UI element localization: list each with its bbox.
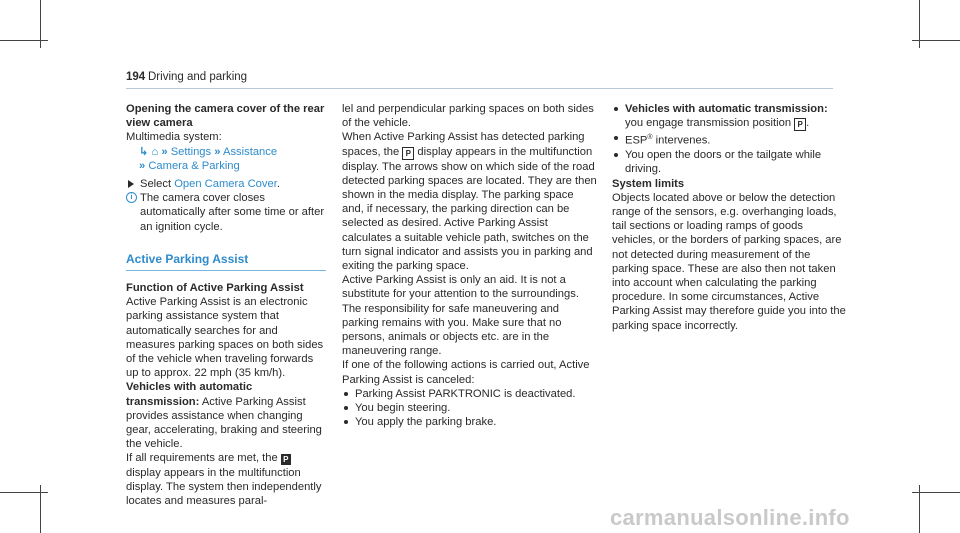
crop-mark [912, 492, 960, 493]
return-arrow-icon: ↳ [139, 145, 149, 158]
parking-icon: P [281, 454, 291, 465]
cancel-bullet: You apply the parking brake. [342, 415, 597, 429]
detected-paragraph [342, 130, 597, 273]
parking-arrows-icon: P [402, 147, 414, 160]
cancel-bullet: You begin steering. [342, 401, 597, 415]
detected-text-a: When Active Parking Assist has detected parking spaces, the [342, 131, 585, 158]
chevron-icon: » [214, 145, 221, 158]
column-1 [126, 102, 326, 508]
section-divider [126, 270, 326, 271]
park-position-icon: P [794, 118, 806, 131]
crop-mark [912, 40, 960, 41]
cancel-bullet [612, 102, 848, 131]
page-number: 194 [126, 71, 146, 83]
requirements-paragraph [126, 451, 326, 508]
path-settings[interactable]: Settings [170, 145, 212, 158]
cancel-bullet: You open the doors or the tailgate while driving. [612, 148, 848, 176]
intervenes-text: intervenes. [652, 134, 711, 147]
transmission-paragraph [126, 380, 326, 451]
step-prefix: Select [140, 178, 175, 191]
home-icon[interactable]: ⌂ [151, 145, 159, 158]
camera-cover-heading: Opening the camera cover of the rear view camera [126, 103, 325, 130]
multimedia-label: Multimedia system: [126, 131, 222, 144]
requirements-text-b: display appears in the multifunction display. The system then independently locates and measures paral- [126, 466, 322, 508]
requirements-text-a: If all requirements are met, the [126, 452, 281, 465]
bullet-text-b: . [806, 117, 810, 130]
menu-path [126, 145, 326, 159]
transmission-bold: Vehicles with automatic transmission: [126, 381, 253, 408]
watermark: carmanualsonline.info [610, 505, 850, 530]
cancel-bullet: Parking Assist PARKTRONIC is deactivated. [342, 387, 597, 401]
chevron-icon: » [139, 159, 146, 172]
system-limits-heading: System limits [612, 177, 685, 190]
bullet-text-a: you engage transmission position [625, 117, 795, 130]
open-camera-cover-link[interactable]: Open Camera Cover [174, 178, 277, 191]
column-2 [342, 102, 597, 429]
aid-paragraph: Active Parking Assist is only an aid. It is not a substitute for your attention to the surroundings. The responsibility for safe maneuvering and parking remains with you. Make sure that no persons, animals or objects etc. are in the maneuvering range. [342, 274, 579, 358]
menu-path-2 [126, 159, 326, 173]
info-icon: i [126, 192, 137, 203]
system-limits-text: Objects located above or below the detection range of the sensors, e.g. overhanging loads, tail sections or loading ramps of goods vehicles, or the borders of parking spaces, are not detected during measurement of the parking space. These are also then not taken into account when calculating the parking procedure. In some circumstances, Active Parking Assist may therefore guide you into the parking space incorrectly. [612, 191, 846, 332]
active-parking-assist-title: Active Parking Assist [126, 251, 249, 266]
section-title: Driving and parking [148, 71, 248, 83]
crop-mark [0, 492, 48, 493]
registered-mark: ® [647, 134, 653, 142]
column-3 [612, 102, 848, 333]
cancel-bullet [612, 131, 848, 148]
continuation-paragraph: lel and perpendicular parking spaces on both sides of the vehicle. [342, 103, 594, 130]
function-paragraph: Active Parking Assist is an electronic parking assistance system that automatically searches for and measures parking spaces on both sides of the vehicle when traveling forwards up to approx. 22 mph (35 km/h). [126, 296, 324, 380]
path-camera-parking[interactable]: Camera & Parking [148, 159, 240, 172]
step-suffix: . [276, 178, 280, 191]
step-item [126, 177, 326, 191]
info-note [126, 191, 326, 234]
path-assistance[interactable]: Assistance [222, 145, 278, 158]
esp-text: ESP [625, 134, 648, 147]
function-heading: Function of Active Parking Assist [126, 282, 304, 295]
transmission-text: Active Parking Assist provides assistance when changing gear, accelerating, braking and steering the vehicle. [126, 395, 322, 451]
chevron-icon: » [161, 145, 168, 158]
header-divider [126, 88, 833, 89]
auto-transmission-bold: Vehicles with automatic transmission: [625, 103, 828, 115]
detected-text-b: display appears in the multifunction display. The arrows show on which side of the road detected parking spaces are located. They are then shown in the media display. The parking space and, if necessary, the parking direction can be selected as desired. Active Parking Assist calculates a suitable vehicle path, switches on the turn signal indicator and assists you in parking and exiting the parking space. [342, 145, 597, 273]
note-text: The camera cover closes automatically after some time or after an ignition cycle. [140, 192, 325, 233]
cancel-intro: If one of the following actions is carried out, Active Parking Assist is canceled: [342, 359, 590, 386]
crop-mark [0, 40, 48, 41]
